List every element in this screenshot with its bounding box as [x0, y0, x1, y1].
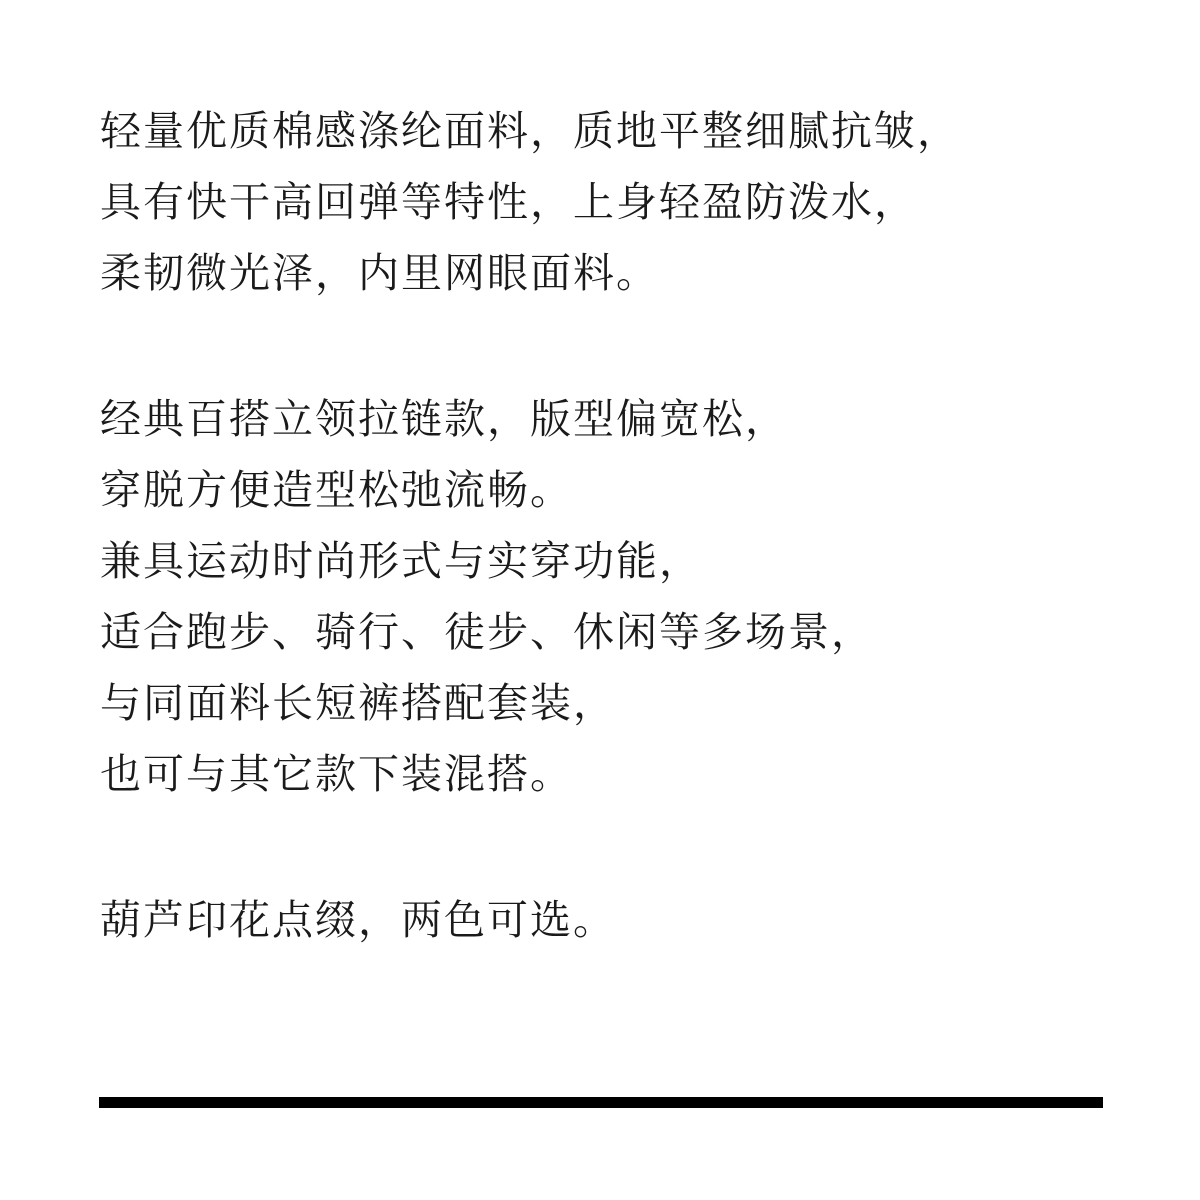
- fabric-paragraph: [100, 96, 1140, 309]
- bottom-divider: [99, 1097, 1103, 1108]
- text-line: 也可与其它款下装混搭。: [100, 750, 573, 798]
- style-paragraph: [100, 384, 1140, 810]
- text-line: 葫芦印花点缀，两色可选。: [100, 896, 616, 944]
- text-line: 与同面料长短裤搭配套装，: [100, 679, 616, 727]
- text-line: 柔韧微光泽，内里网眼面料。: [100, 249, 659, 297]
- text-line: 适合跑步、骑行、徒步、休闲等多场景，: [100, 608, 874, 656]
- print-paragraph: [100, 885, 1140, 956]
- text-line: 轻量优质棉感涤纶面料，质地平整细腻抗皱，: [100, 107, 960, 155]
- product-description: [100, 96, 1140, 1031]
- text-line: 兼具运动时尚形式与实穿功能，: [100, 537, 702, 585]
- text-line: 经典百搭立领拉链款，版型偏宽松，: [100, 395, 788, 443]
- text-line: 穿脱方便造型松弛流畅。: [100, 466, 573, 514]
- text-line: 具有快干高回弹等特性，上身轻盈防泼水，: [100, 178, 917, 226]
